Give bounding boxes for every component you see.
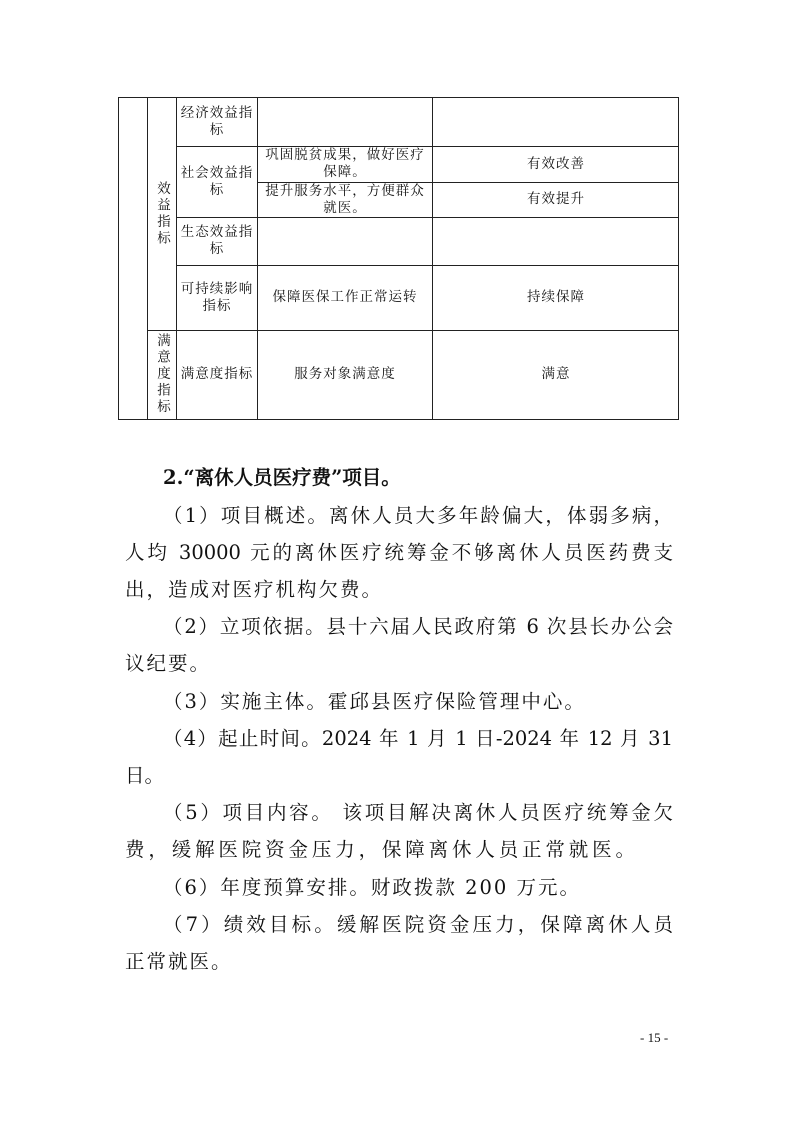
paragraph-line: （7）绩效目标。缓解医院资金压力，保障离休人员: [163, 913, 673, 936]
paragraph-line: （6）年度预算安排。财政拨款 200 万元。: [163, 876, 582, 899]
paragraph-line: 人均 30000 元的离休医疗统筹金不够离休人员医药费支: [125, 541, 673, 564]
content-social-1: 巩固脱贫成果，做好医疗保障。: [265, 147, 425, 180]
paragraph-line: （2）立项依据。县十六届人民政府第 6 次县长办公会: [163, 615, 673, 638]
indicator-social: 社会效益指标: [180, 164, 254, 198]
paragraph-line: 议纪要。: [125, 652, 212, 675]
content-ecological: [260, 217, 430, 265]
paragraph-line: （1）项目概述。离休人员大多年龄偏大，体弱多病，: [163, 504, 673, 527]
paragraph-line: （5）项目内容。 该项目解决离休人员医疗统筹金欠: [163, 801, 673, 824]
group-satisfaction-label: 满意度指标: [154, 333, 170, 416]
page-number: - 15 -: [640, 1030, 669, 1045]
indicator-satisfaction: 满意度指标: [180, 366, 254, 382]
indicator-ecological: 生态效益指标: [180, 224, 254, 257]
content-sustainable: 保障医保工作正常运转: [272, 289, 418, 305]
target-social-1: 有效改善: [527, 155, 585, 172]
content-social-2: 提升服务水平，方便群众就医。: [265, 182, 425, 216]
target-satisfaction: 满意: [541, 366, 571, 382]
paragraph-line: 出，造成对医疗机构欠费。: [125, 578, 384, 601]
target-economic: [434, 97, 678, 146]
content-economic: [260, 97, 430, 146]
paragraph-line: （3）实施主体。霍邱县医疗保险管理中心。: [163, 690, 586, 713]
paragraph-line: 正常就医。: [125, 950, 233, 973]
target-ecological: [434, 217, 678, 265]
indicator-sustainable: 可持续影响指标: [180, 280, 254, 314]
group-benefit-label: 效益指标: [154, 180, 170, 247]
target-social-2: 有效提升: [527, 191, 585, 207]
indicator-economic: 经济效益指标: [180, 104, 254, 138]
section-heading: 2.“离休人员医疗费”项目。: [163, 466, 401, 489]
content-satisfaction: 服务对象满意度: [294, 366, 396, 382]
paragraph-line: 日。: [125, 764, 165, 787]
paragraph-line: 费，缓解医院资金压力，保障离休人员正常就医。: [125, 838, 635, 861]
paragraph-line: （4）起止时间。2024 年 1 月 1 日-2024 年 12 月 31: [163, 727, 673, 750]
target-sustainable: 持续保障: [527, 289, 585, 305]
